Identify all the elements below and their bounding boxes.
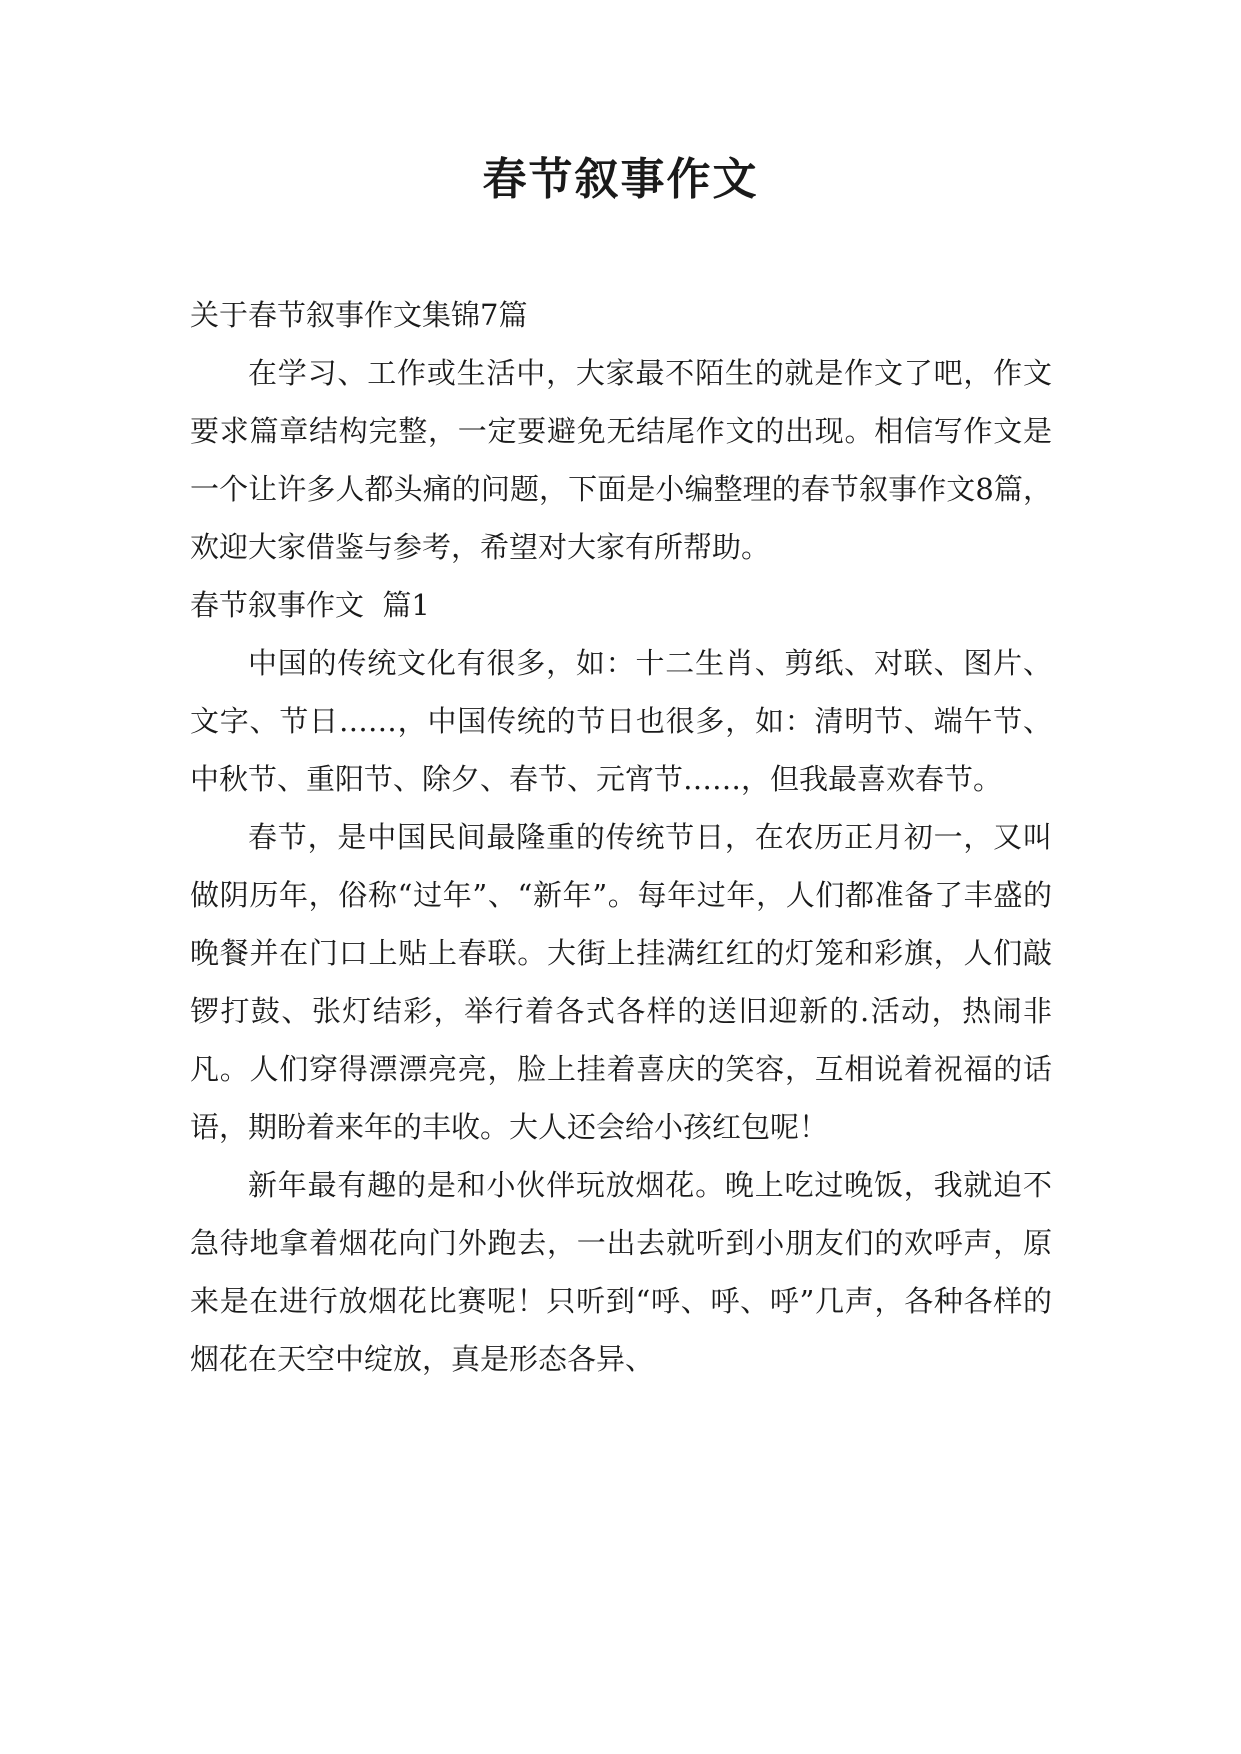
- body-paragraph-1: 中国的传统文化有很多，如：十二生肖、剪纸、对联、图片、文字、节日……，中国传统的节日也很多，如：清明节、端午节、中秋节、重阳节、除夕、春节、元宵节……，但我最喜欢春节。: [190, 646, 1052, 796]
- section-heading: 春节叙事作文 篇1: [190, 588, 430, 622]
- page-title: 春节叙事作文: [482, 154, 759, 205]
- intro-paragraph: 在学习、工作或生活中，大家最不陌生的就是作文了吧，作文要求篇章结构完整，一定要避免无结尾作文的出现。相信写作文是一个让许多人都头痛的问题，下面是小编整理的春节叙事作文8篇，欢迎大家借鉴与参考，希望对大家有所帮助。: [190, 356, 1052, 564]
- body-paragraph-2: 春节，是中国民间最隆重的传统节日，在农历正月初一，又叫做阴历年，俗称“过年”、“新年”。每年过年，人们都准备了丰盛的晚餐并在门口上贴上春联。大街上挂满红红的灯笼和彩旗，人们敲锣打鼓、张灯结彩，举行着各式各样的送旧迎新的.活动，热闹非凡。人们穿得漂漂亮亮，脸上挂着喜庆的笑容，互相说着祝福的话语，期盼着来年的丰收。大人还会给小孩红包呢！: [190, 820, 1052, 1144]
- document-body: [190, 286, 1052, 1388]
- body-paragraph-3: 新年最有趣的是和小伙伴玩放烟花。晚上吃过晚饭，我就迫不急待地拿着烟花向门外跑去，一出去就听到小朋友们的欢呼声，原来是在进行放烟花比赛呢！只听到“呼、呼、呼”几声，各种各样的烟花在天空中绽放，真是形态各异、: [190, 1168, 1052, 1376]
- collection-subtitle: 关于春节叙事作文集锦7篇: [190, 298, 528, 332]
